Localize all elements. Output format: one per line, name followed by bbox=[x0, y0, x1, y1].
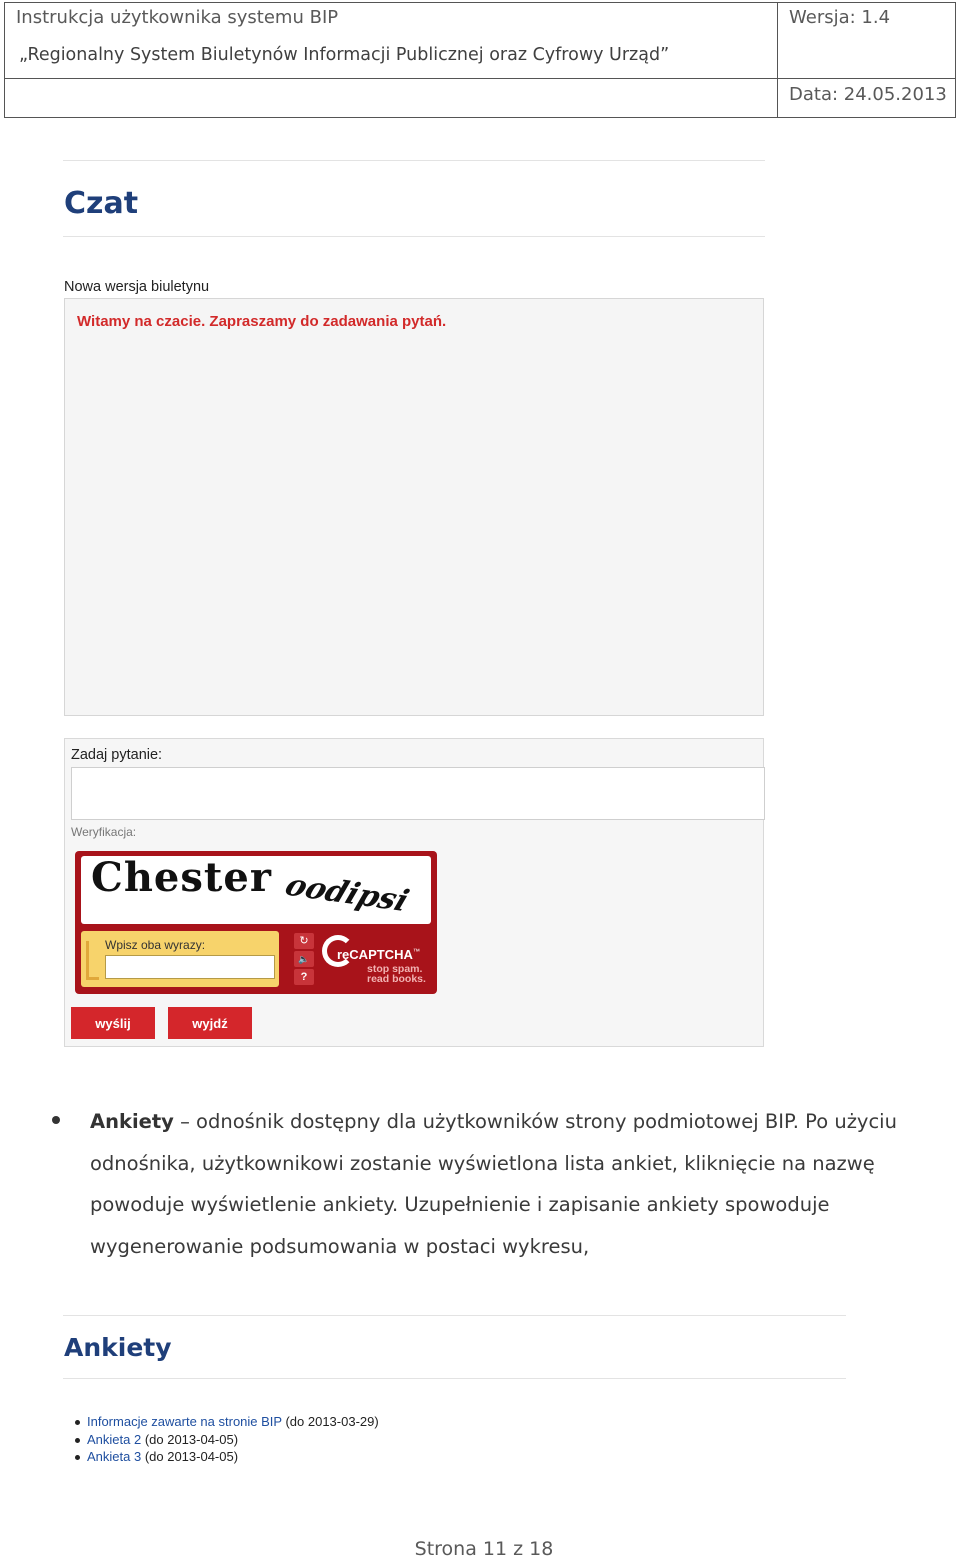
slogan-line-1: stop spam. bbox=[367, 963, 423, 975]
survey-date-2: (do 2013-04-05) bbox=[141, 1431, 239, 1447]
list-item bbox=[75, 1414, 379, 1432]
bullet-icon bbox=[52, 1116, 60, 1124]
surveys-screenshot bbox=[63, 1315, 846, 1485]
welcome-message: Witamy na czacie. Zapraszamy do zadawania pytań. bbox=[77, 313, 447, 330]
ask-question-panel bbox=[64, 738, 764, 1047]
survey-link-2[interactable]: Ankieta 2 bbox=[87, 1431, 142, 1447]
captcha-word-2: oodipsi bbox=[280, 868, 414, 919]
survey-link-1[interactable]: Informacje zawarte na stronie BIP bbox=[87, 1414, 282, 1429]
captcha-image bbox=[81, 856, 431, 924]
header-divider-vertical bbox=[777, 3, 778, 117]
captcha-input[interactable] bbox=[105, 955, 275, 979]
body-paragraph bbox=[90, 1101, 935, 1268]
ask-label: Zadaj pytanie: bbox=[71, 747, 163, 763]
header-divider-horizontal bbox=[5, 78, 955, 79]
surveys-title-rule bbox=[63, 1378, 846, 1379]
survey-date-3: (do 2013-04-05) bbox=[141, 1449, 239, 1464]
doc-date: Data: 24.05.2013 bbox=[789, 84, 947, 105]
captcha-input-area bbox=[81, 931, 279, 987]
help-icon[interactable]: ? bbox=[294, 969, 314, 985]
term-ankiety: Ankiety bbox=[90, 1110, 174, 1133]
refresh-icon[interactable]: ↻ bbox=[294, 933, 314, 949]
document-header bbox=[4, 2, 956, 118]
list-item bbox=[75, 1432, 379, 1450]
list-item bbox=[75, 1449, 379, 1467]
recaptcha-slogan bbox=[367, 964, 426, 984]
body-text: – odnośnik dostępny dla użytkowników strony podmiotowej BIP. Po użyciu odnośnika, użytkownikowi zostanie wyświetlona lista ankiet, kliknięcie na nazwę powoduje wyświetlenie ankiety. Uzupełnienie i zapisanie ankiety spowoduje wygenerowanie podsumowania w postaci wykresu, bbox=[90, 1110, 897, 1259]
captcha-prompt: Wpisz oba wyrazy: bbox=[105, 938, 206, 952]
arrow-icon bbox=[86, 941, 99, 980]
slogan-line-2: read books. bbox=[367, 973, 426, 985]
recaptcha-brand-text: reCAPTCHA bbox=[337, 947, 413, 962]
page-number: Strona 11 z 18 bbox=[414, 1538, 554, 1560]
bulletin-label: Nowa wersja biuletynu bbox=[64, 279, 210, 295]
captcha-word-1: Chester bbox=[91, 856, 272, 901]
surveys-title: Ankiety bbox=[64, 1333, 172, 1362]
doc-version: Wersja: 1.4 bbox=[789, 7, 891, 28]
title-rule bbox=[63, 236, 765, 237]
surveys-list bbox=[75, 1414, 379, 1467]
exit-button[interactable]: wyjdź bbox=[168, 1007, 252, 1039]
recaptcha-widget bbox=[75, 851, 437, 994]
chat-title: Czat bbox=[64, 186, 139, 221]
recaptcha-trademark: ™ bbox=[412, 948, 420, 956]
surveys-top-rule bbox=[63, 1315, 846, 1316]
chat-screenshot bbox=[63, 160, 765, 1048]
chat-messages-box bbox=[64, 298, 764, 716]
recaptcha-brand bbox=[337, 947, 420, 962]
verification-label: Weryfikacja: bbox=[71, 825, 137, 839]
question-input[interactable] bbox=[71, 767, 765, 820]
system-name: „Regionalny System Biuletynów Informacji Publicznej oraz Cyfrowy Urząd” bbox=[19, 45, 670, 65]
doc-title: Instrukcja użytkownika systemu BIP bbox=[16, 7, 339, 28]
top-rule bbox=[63, 160, 765, 161]
audio-icon[interactable]: 🔈 bbox=[294, 951, 314, 967]
survey-link-3[interactable]: Ankieta 3 bbox=[87, 1449, 142, 1464]
send-button[interactable]: wyślij bbox=[71, 1007, 155, 1039]
survey-date-1: (do 2013-03-29) bbox=[281, 1414, 379, 1429]
